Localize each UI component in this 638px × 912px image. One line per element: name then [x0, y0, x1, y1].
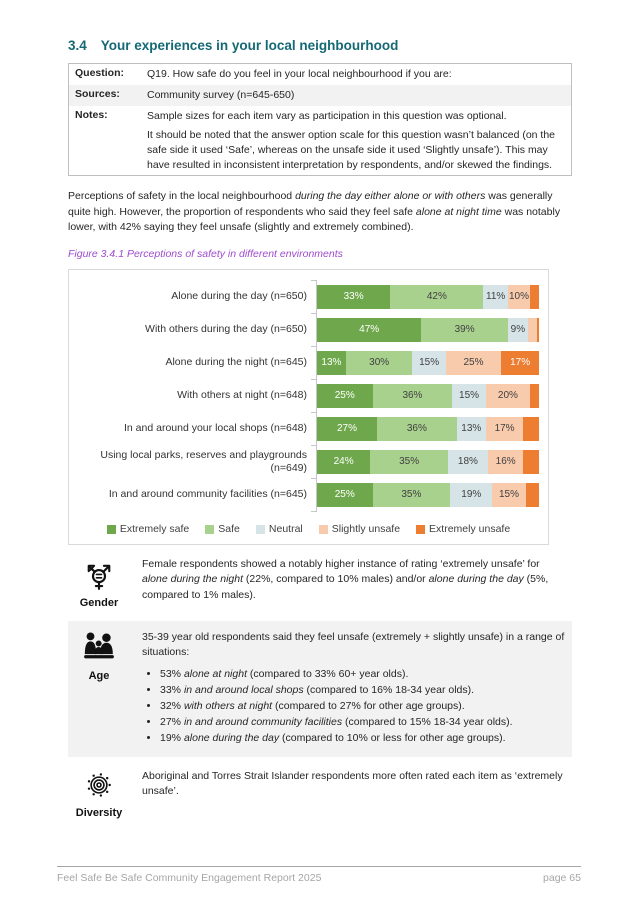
age-bullet-list: [146, 667, 568, 747]
chart-row: [69, 445, 548, 478]
bar-segment: [508, 285, 530, 309]
bar-segment-label: 25%: [463, 357, 484, 369]
bar-segment-label: 16%: [495, 456, 516, 468]
axis-tick: [311, 445, 317, 446]
bar-segment-label: 33%: [343, 291, 364, 303]
footer-divider: [57, 866, 581, 867]
bar-segment-label: 42%: [426, 291, 447, 303]
bar-segment: [508, 318, 528, 342]
row-value: [145, 106, 571, 176]
row-label: Sources:: [75, 87, 120, 100]
row-value: [145, 64, 571, 85]
bar-segment-label: 15%: [419, 357, 440, 369]
bar-segment: [526, 483, 539, 507]
bar-segment: [421, 318, 508, 342]
callout-label-gender: Gender: [79, 597, 119, 610]
axis-tick: [311, 511, 317, 512]
stacked-bar: [317, 450, 539, 474]
notes-text-1: Sample sizes for each item vary as participation in this question was optional.: [147, 109, 507, 122]
text-run: 33%: [160, 683, 184, 696]
figure-caption: Figure 3.4.1 Perceptions of safety in different environments: [68, 248, 343, 261]
text-run: 19%: [160, 732, 184, 745]
age-intro-text: [142, 630, 568, 660]
bar-segment-label: 39%: [454, 324, 475, 336]
gender-text: [142, 557, 568, 609]
text-run: (compared to 10% or less for other age groups).: [279, 732, 506, 745]
section-heading: [68, 38, 572, 53]
bar-segment-label: 13%: [321, 357, 342, 369]
legend-label: Slightly unsafe: [331, 523, 401, 536]
bar-segment-label: 18%: [457, 456, 478, 468]
italic-text-run: alone during the day: [183, 732, 280, 745]
bar-segment-label: 15%: [499, 489, 520, 501]
question-text: Q19. How safe do you feel in your local neighbourhood if you are:: [147, 68, 452, 80]
bar-segment: [373, 483, 451, 507]
people-group-icon: [82, 630, 116, 669]
legend-label: Extremely safe: [119, 523, 190, 536]
callout-icon-cell: [70, 557, 128, 609]
bar-segment-label: 27%: [336, 423, 357, 435]
category-label: Using local parks, reserves and playgrounds (n=649): [100, 449, 307, 474]
page-content: [68, 0, 572, 828]
stacked-bar: [317, 417, 539, 441]
bar-segment-label: 11%: [486, 291, 506, 303]
callout-diversity: [68, 760, 572, 828]
chart-row: [69, 412, 548, 445]
axis-tick: [311, 478, 317, 479]
text-run: was notably lower, with 42% saying they feel unsafe (slightly and extremely combined).: [68, 205, 561, 233]
legend-item: [319, 523, 400, 535]
bar-segment-label: 36%: [402, 390, 423, 402]
bar-segment: [528, 318, 537, 342]
page-footer: [57, 872, 581, 884]
stacked-bar: [317, 285, 539, 309]
callout-gender: [68, 548, 572, 618]
text-run: Aboriginal and Torres Strait Islander respondents more often rated each item as ‘extremely unsafe’.: [142, 769, 563, 797]
category-label: Alone during the day (n=650): [171, 290, 307, 303]
italic-text-run: during the day either alone or with others: [295, 190, 486, 203]
stacked-bar-chart: [69, 280, 548, 511]
bar-segment: [346, 351, 413, 375]
italic-text-run: in and around community facilities: [183, 716, 343, 729]
bar-segment-label: 13%: [461, 423, 482, 435]
bar-segment: [448, 450, 488, 474]
stacked-bar: [317, 318, 539, 342]
bar-segment: [501, 351, 539, 375]
text-run: was generally quite high. However, the proportion of respondents who said they feel safe: [68, 190, 553, 218]
bar-segment-label: 47%: [359, 324, 380, 336]
legend-swatch: [107, 525, 116, 534]
bar-segment-label: 17%: [494, 423, 515, 435]
bar-segment-label: 10%: [508, 291, 529, 303]
bar-segment: [317, 285, 390, 309]
transgender-icon: [82, 557, 116, 596]
footer-page-number: page 65: [543, 872, 581, 884]
bar-segment: [452, 384, 485, 408]
italic-text-run: with others at night: [183, 699, 273, 712]
bar-segment: [446, 351, 502, 375]
legend-label: Neutral: [268, 523, 303, 536]
text-run: (22%, compared to 10% males) and/or: [243, 573, 429, 586]
legend-swatch: [319, 525, 328, 534]
concentric-circles-icon: [83, 769, 115, 806]
age-body: [142, 630, 568, 748]
bar-segment: [483, 285, 507, 309]
text-run: 35-39 year old respondents said they feel unsafe (extremely + slightly unsafe) in a range of situations:: [142, 631, 565, 659]
bar-segment: [486, 417, 524, 441]
italic-text-run: alone during the day: [428, 573, 524, 586]
legend-item: [416, 523, 510, 535]
text-run: 27%: [160, 716, 184, 729]
bar-segment-label: 17%: [510, 357, 531, 369]
bar-segment-label: 20%: [497, 390, 518, 402]
bar-segment-label: 25%: [334, 390, 355, 402]
bar-segment: [370, 450, 448, 474]
legend-swatch: [256, 525, 265, 534]
axis-line: [316, 280, 317, 511]
callout-label-age: Age: [88, 670, 110, 683]
bar-segment: [317, 450, 370, 474]
italic-text-run: alone at night time: [415, 205, 502, 218]
bar-segment-label: 35%: [401, 489, 422, 501]
bar-segment: [317, 384, 373, 408]
bar-segment-label: 24%: [333, 456, 354, 468]
category-label: Alone during the night (n=645): [165, 356, 307, 369]
italic-text-run: alone during the night: [142, 573, 243, 586]
axis-tick: [311, 412, 317, 413]
age-bullet-item: [160, 699, 568, 714]
chart-row: [69, 313, 548, 346]
bar-segment-label: 30%: [369, 357, 390, 369]
axis-tick: [311, 313, 317, 314]
figure-chart-frame: [68, 269, 549, 545]
age-bullet-item: [160, 667, 568, 682]
bar-segment: [530, 285, 539, 309]
stacked-bar: [317, 483, 539, 507]
bar-segment-label: 9%: [510, 324, 526, 336]
legend-item: [256, 523, 303, 535]
footer-report-title: Feel Safe Be Safe Community Engagement Report 2025: [57, 872, 322, 884]
bar-segment: [530, 384, 539, 408]
bar-segment-label: 35%: [399, 456, 420, 468]
sources-text: Community survey (n=645-650): [147, 88, 295, 101]
bar-segment: [377, 417, 457, 441]
text-run: (compared to 16% 18-34 year olds).: [303, 683, 475, 696]
legend-item: [107, 523, 189, 535]
chart-row: [69, 280, 548, 313]
section-title: Your experiences in your local neighbourhood: [100, 38, 399, 53]
legend-label: Extremely unsafe: [429, 523, 511, 536]
axis-tick: [311, 379, 317, 380]
bar-segment: [390, 285, 483, 309]
text-run: (compared to 15% 18-34 year olds).: [342, 716, 513, 729]
axis-tick: [311, 346, 317, 347]
bar-segment: [457, 417, 486, 441]
table-row-question: [69, 64, 571, 85]
section-number: 3.4: [68, 38, 87, 53]
bar-segment: [412, 351, 445, 375]
text-run: Female respondents showed a notably higher instance of rating ‘extremely unsafe’ for: [142, 558, 540, 571]
category-label: In and around your local shops (n=648): [124, 422, 307, 435]
legend-item: [205, 523, 240, 535]
chart-row: [69, 379, 548, 412]
text-run: (5%, compared to 1% males).: [142, 573, 549, 601]
bar-segment: [488, 450, 524, 474]
chart-legend: [69, 523, 548, 535]
callout-age: [68, 621, 572, 757]
bar-segment: [317, 318, 421, 342]
bar-segment: [317, 483, 373, 507]
category-label: With others during the day (n=650): [145, 323, 307, 336]
table-row-notes: [69, 106, 571, 176]
diversity-text: [142, 769, 568, 819]
row-label: Notes:: [75, 108, 108, 121]
bar-segment-label: 25%: [334, 489, 355, 501]
italic-text-run: alone at night: [183, 667, 247, 680]
legend-swatch: [205, 525, 214, 534]
text-run: 32%: [160, 699, 184, 712]
bar-segment: [486, 384, 530, 408]
callout-icon-cell: [70, 769, 128, 819]
age-bullet-item: [160, 715, 568, 730]
table-row-sources: [69, 85, 571, 106]
bar-segment: [492, 483, 525, 507]
legend-label: Safe: [218, 523, 240, 536]
text-run: Perceptions of safety in the local neighbourhood: [68, 190, 296, 203]
row-value: [145, 85, 571, 106]
chart-row: [69, 346, 548, 379]
category-label: In and around community facilities (n=645): [108, 488, 307, 501]
chart-row: [69, 478, 548, 511]
bar-segment-label: 19%: [461, 489, 482, 501]
bar-segment: [523, 450, 539, 474]
bar-segment: [373, 384, 453, 408]
text-run: (compared to 27% for other age groups).: [272, 699, 465, 712]
age-bullet-item: [160, 683, 568, 698]
axis-tick: [311, 280, 317, 281]
callout-label-diversity: Diversity: [75, 806, 123, 819]
stacked-bar: [317, 351, 539, 375]
italic-text-run: in and around local shops: [183, 683, 304, 696]
bar-segment: [523, 417, 539, 441]
intro-paragraph: [68, 189, 572, 235]
stacked-bar: [317, 384, 539, 408]
question-info-table: [68, 63, 572, 176]
notes-text-2: It should be noted that the answer option scale for this question wasn’t balanced (on the safe side it used ‘Safe’, whereas on the unsafe side it used ‘Slightly unsafe’). This may have resulted in inconsistent interpretation by respondents, and/or skewed the findings.: [147, 128, 556, 171]
legend-swatch: [416, 525, 425, 534]
bar-segment: [537, 318, 539, 342]
bar-segment-label: 15%: [459, 390, 480, 402]
text-run: 53%: [160, 667, 184, 680]
row-label: Question:: [75, 67, 124, 79]
age-bullet-item: [160, 731, 568, 746]
bar-segment: [317, 417, 377, 441]
text-run: (compared to 33% 60+ year olds).: [247, 667, 409, 680]
bar-segment-label: 36%: [406, 423, 427, 435]
bar-segment: [450, 483, 492, 507]
bar-segment: [317, 351, 346, 375]
category-label: With others at night (n=648): [177, 389, 307, 402]
callout-icon-cell: [70, 630, 128, 748]
